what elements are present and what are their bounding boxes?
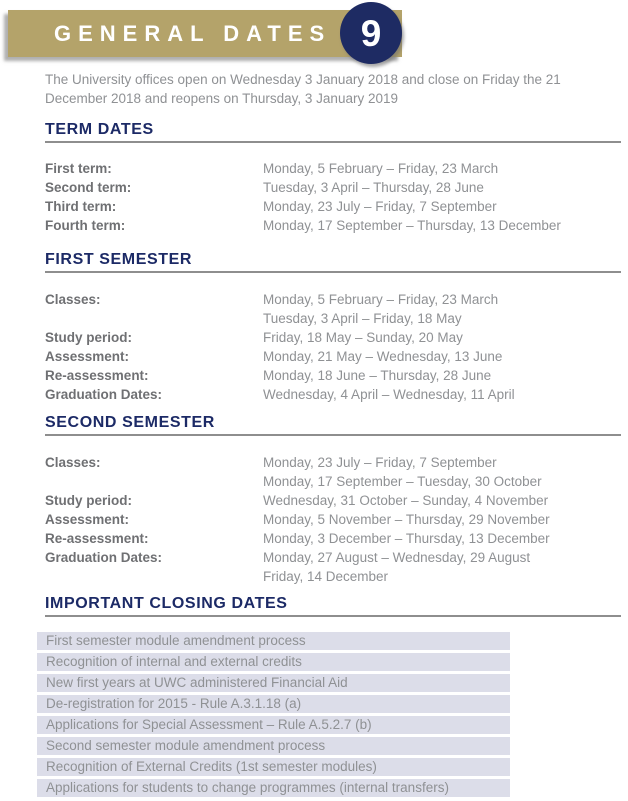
row-label: Third term:: [45, 199, 117, 214]
row-value: Wednesday, 4 April – Wednesday, 11 April: [263, 387, 515, 402]
row-label: Re-assessment:: [45, 531, 149, 546]
table-row: [45, 453, 620, 491]
row-value: Monday, 21 May – Wednesday, 13 June: [263, 349, 503, 364]
row-label: Assessment:: [45, 512, 130, 527]
row-value: Monday, 23 July – Friday, 7 September: [263, 199, 497, 214]
table-row: [45, 548, 620, 586]
closing-dates-list: [37, 632, 510, 797]
row-value: Monday, 27 August – Wednesday, 29 August: [263, 550, 531, 565]
section-term-dates: [45, 122, 620, 235]
row-value: Monday, 5 February – Friday, 23 March: [263, 292, 499, 307]
row-label: Graduation Dates:: [45, 550, 163, 565]
table-row: [45, 491, 620, 510]
section-heading-first-semester: FIRST SEMESTER: [45, 252, 621, 273]
chapter-badge: [340, 2, 402, 64]
table-row: [45, 328, 620, 347]
row-value: Tuesday, 3 April – Thursday, 28 June: [263, 180, 484, 195]
table-row: [45, 197, 620, 216]
row-label: Re-assessment:: [45, 368, 149, 383]
chapter-number: 9: [360, 12, 382, 54]
row-label: Assessment:: [45, 349, 130, 364]
table-row: [45, 385, 620, 404]
page-title: GENERAL DATES: [54, 20, 332, 46]
row-value: Monday, 5 February – Friday, 23 March: [263, 161, 499, 176]
row-label: Fourth term:: [45, 218, 126, 233]
list-item: Applications for students to change programmes (internal transfers): [37, 779, 510, 797]
row-value: Monday, 3 December – Thursday, 13 December: [263, 531, 550, 546]
table-row: [45, 159, 620, 178]
row-label: Classes:: [45, 455, 101, 470]
row-label: Graduation Dates:: [45, 387, 163, 402]
row-label: Second term:: [45, 180, 132, 195]
row-value: Tuesday, 3 April – Friday, 18 May: [263, 311, 462, 326]
list-item: Recognition of internal and external credits: [37, 653, 510, 671]
row-label: First term:: [45, 161, 112, 176]
table-row: [45, 178, 620, 197]
row-value: Monday, 17 September – Tuesday, 30 October: [263, 474, 542, 489]
section-important-closing-dates: [45, 596, 620, 797]
list-item: Second semester module amendment process: [37, 737, 510, 755]
term-dates-table: [45, 159, 620, 235]
section-heading-second-semester: SECOND SEMESTER: [45, 415, 621, 436]
second-semester-table: [45, 453, 620, 586]
table-row: [45, 510, 620, 529]
row-value: Monday, 17 September – Thursday, 13 December: [263, 218, 561, 233]
row-value: Friday, 18 May – Sunday, 20 May: [263, 330, 463, 345]
row-label: Study period:: [45, 493, 132, 508]
row-value: Friday, 14 December: [263, 569, 389, 584]
row-value: Monday, 18 June – Thursday, 28 June: [263, 368, 492, 383]
section-heading-closing-dates: IMPORTANT CLOSING DATES: [45, 596, 621, 617]
list-item: Applications for Special Assessment – Rule A.5.2.7 (b): [37, 716, 510, 734]
table-row: [45, 290, 620, 328]
row-value: Monday, 23 July – Friday, 7 September: [263, 455, 497, 470]
table-row: [45, 216, 620, 235]
row-label: Study period:: [45, 330, 132, 345]
section-first-semester: [45, 252, 620, 404]
row-value: Wednesday, 31 October – Sunday, 4 November: [263, 493, 549, 508]
section-heading-term-dates: TERM DATES: [45, 122, 621, 143]
list-item: New first years at UWC administered Financial Aid: [37, 674, 510, 692]
list-item: Recognition of External Credits (1st semester modules): [37, 758, 510, 776]
intro-paragraph: The University offices open on Wednesday 3 January 2018 and close on Friday the 21 December 2018 and reopens on Thursday, 3 January 2019: [45, 72, 561, 106]
table-row: [45, 347, 620, 366]
section-second-semester: [45, 415, 620, 586]
list-item: De-registration for 2015 - Rule A.3.1.18 (a): [37, 695, 510, 713]
table-row: [45, 366, 620, 385]
list-item: First semester module amendment process: [37, 632, 510, 650]
table-row: [45, 529, 620, 548]
first-semester-table: [45, 290, 620, 404]
row-label: Classes:: [45, 292, 101, 307]
row-value: Monday, 5 November – Thursday, 29 November: [263, 512, 550, 527]
